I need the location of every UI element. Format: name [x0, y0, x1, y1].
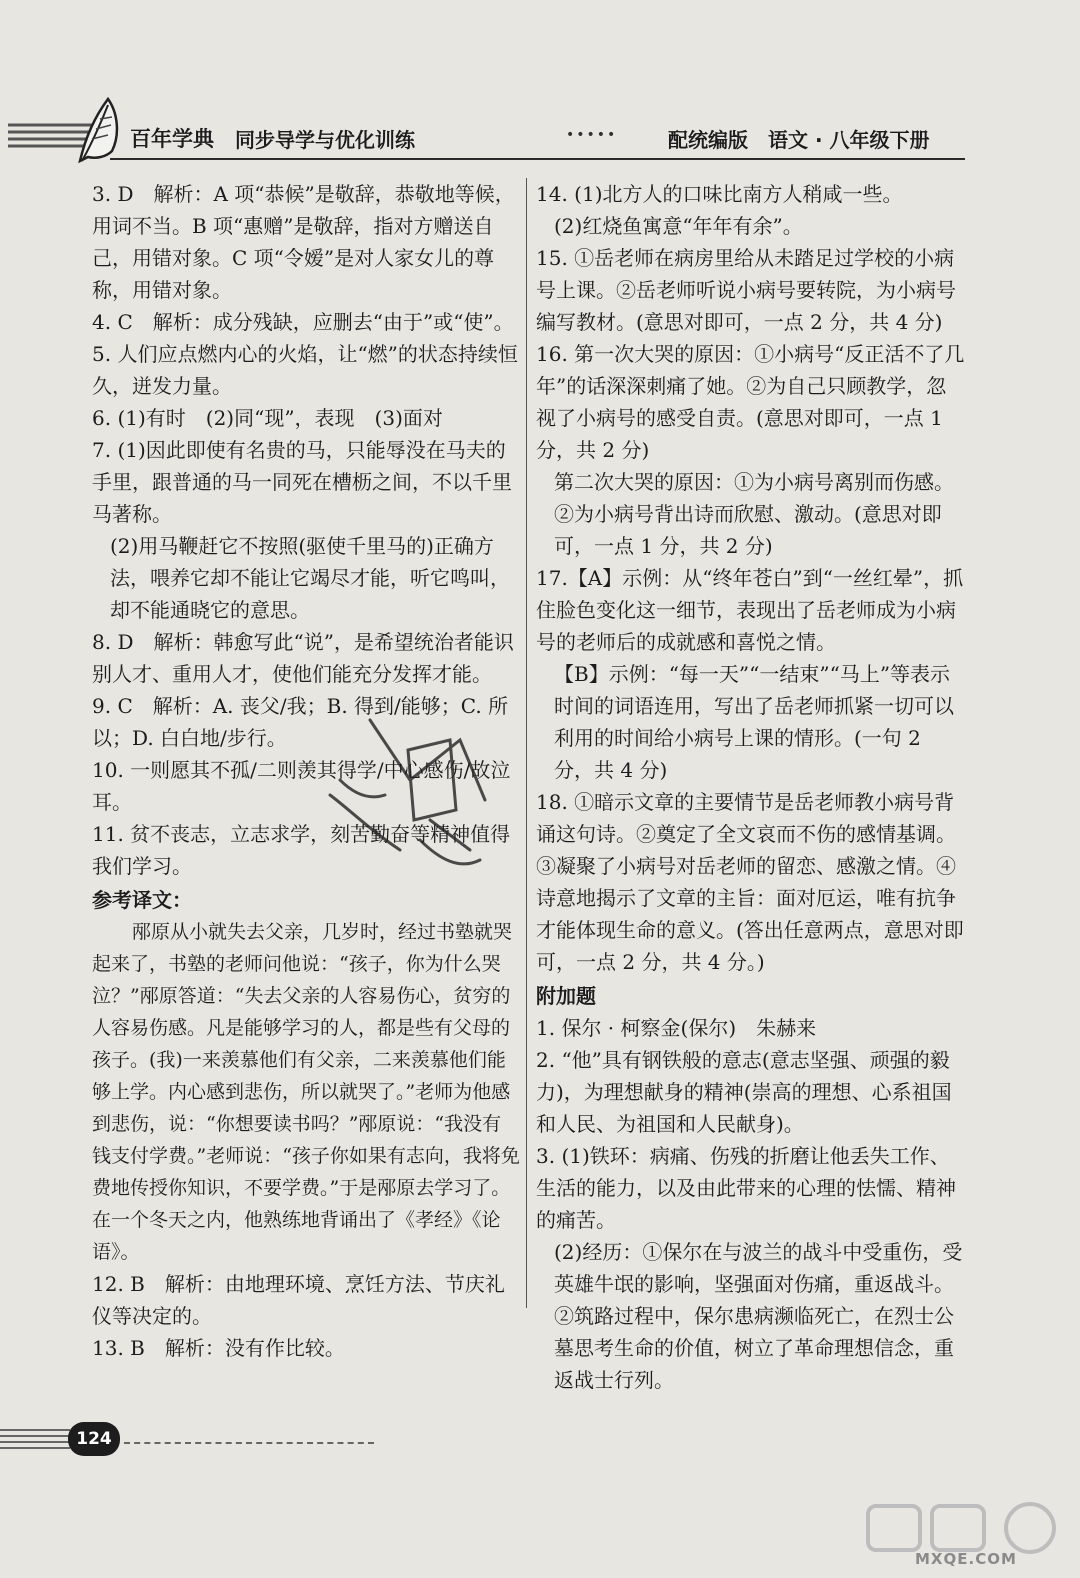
- answer-17-part2: 【B】示例：“每一天”“一结束”“马上”等表示时间的词语连用，写出了岳老师抓紧一切可以利用的时间给小病号上课的情形。(一句 2 分，共 4 分): [554, 662, 954, 782]
- answer-3: 3. D 解析：A 项“恭候”是敬辞，恭敬地等候，用词不当。B 项“惠赠”是敬辞，指对方赠送自己，用错对象。C 项“令嫒”是对人家女儿的尊称，用错对象。: [92, 182, 515, 302]
- extra-questions-title: 附加题: [536, 984, 596, 1008]
- feather-logo-icon: [8, 95, 138, 165]
- answer-16-part1: 16. 第一次大哭的原因：①小病号“反正活不了几年”的话深深刺痛了她。②为自己只顾教学，忽视了小病号的感受自责。(意思对即可，一点 1 分，共 2 分): [536, 342, 965, 462]
- extra-answer-3-part1: 3. (1)铁环：病痛、伤残的折磨让他丢失工作、生活的能力，以及由此带来的心理的怯懦、精神的痛苦。: [536, 1144, 956, 1232]
- answer-11: 11. 贫不丧志，立志求学，刻苦勤奋等精神值得我们学习。: [92, 822, 511, 878]
- answer-15: 15. ①岳老师在病房里给从未踏足过学校的小病号上课。②岳老师听说小病号要转院，为小病号编写教材。(意思对即可，一点 2 分，共 4 分): [536, 246, 956, 334]
- header-dots: •••••: [566, 127, 618, 143]
- answer-9: 9. C 解析：A. 丧父/我；B. 得到/能够；C. 所以；D. 白白地/步行。: [92, 694, 509, 750]
- footer-dashed-rule: [124, 1442, 374, 1444]
- header-rule: [110, 158, 965, 160]
- reference-translation-text: 邴原从小就失去父亲，几岁时，经过书塾就哭起来了，书塾的老师问他说：“孩子，你为什么哭泣？”邴原答道：“失去父亲的人容易伤心，贫穷的人容易伤感。凡是能够学习的人，都是些有父母的孩子。(我)一来羡慕他们有父亲，二来羡慕他们能够上学。内心感到悲伤，所以就哭了。”老师为他感到悲伤，说：“你想要读书吗？”邴原说：“我没有钱支付学费。”老师说：“孩子你如果有志向，我将免费地传授你知识，不要学费。”于是邴原去学习了。在一个冬天之内，他熟练地背诵出了《孝经》《论语》。: [92, 921, 520, 1263]
- answer-13: 13. B 解析：没有作比较。: [92, 1336, 345, 1360]
- book-subtitle: 同步导学与优化训练: [235, 128, 415, 152]
- answer-4: 4. C 解析：成分残缺，应删去“由于”或“使”。: [92, 310, 514, 334]
- answer-12: 12. B 解析：由地理环境、烹饪方法、节庆礼仪等决定的。: [92, 1272, 505, 1328]
- answer-5: 5. 人们应点燃内心的火焰，让“燃”的状态持续恒久，迸发力量。: [92, 342, 518, 398]
- answer-8: 8. D 解析：韩愈写此“说”，是希望统治者能识别人才、重用人才，使他们能充分发挥才能。: [92, 630, 514, 686]
- answer-7-part2: (2)用马鞭赶它不按照(驱使千里马的)正确方法，喂养它却不能让它竭尽才能，听它鸣叫，却不能通晓它的意思。: [110, 534, 510, 622]
- answer-14-part1: 14. (1)北方人的口味比南方人稍咸一些。: [536, 182, 903, 206]
- column-divider: [526, 178, 527, 1308]
- page-number: 124: [68, 1422, 120, 1456]
- reference-translation-title: 参考译文：: [92, 888, 192, 912]
- page-footer: [0, 1414, 400, 1464]
- footer-lines-icon: [0, 1420, 70, 1456]
- answer-16-part2: 第二次大哭的原因：①为小病号离别而伤感。②为小病号背出诗而欣慰、激动。(意思对即可，一点 1 分，共 2 分): [554, 470, 954, 558]
- answer-10: 10. 一则愿其不孤/二则羡其得学/中心感伤/故泣耳。: [92, 758, 511, 814]
- answer-7-part1: 7. (1)因此即使有名贵的马，只能辱没在马夫的手里，跟普通的马一同死在槽枥之间，不以千里马著称。: [92, 438, 512, 526]
- page-header: [0, 95, 1080, 165]
- answer-6: 6. (1)有时 (2)同“现”，表现 (3)面对: [92, 406, 443, 430]
- right-column: [536, 178, 966, 1396]
- answer-17-part1: 17.【A】示例：从“终年苍白”到“一丝红晕”，抓住脸色变化这一细节，表现出了岳老师成为小病号的老师后的成就感和喜悦之情。: [536, 566, 964, 654]
- answer-14-part2: (2)红烧鱼寓意“年年有余”。: [554, 214, 803, 238]
- extra-answer-2: 2. “他”具有钢铁般的意志(意志坚强、顽强的毅力)，为理想献身的精神(崇高的理想、心系祖国和人民、为祖国和人民献身)。: [536, 1048, 952, 1136]
- extra-answer-1: 1. 保尔 · 柯察金(保尔) 朱赫来: [536, 1016, 817, 1040]
- answer-18: 18. ①暗示文章的主要情节是岳老师教小病号背诵这句诗。②奠定了全文哀而不伤的感情基调。③凝聚了小病号对岳老师的留恋、感激之情。④诗意地揭示了文章的主旨：面对厄运，唯有抗争才能体现生命的意义。(答出任意两点，意思对即可，一点 2 分，共 4 分。): [536, 790, 964, 974]
- extra-answer-3-part2: (2)经历：①保尔在与波兰的战斗中受重伤，受英雄牛氓的影响，坚强面对伤痛，重返战斗。②筑路过程中，保尔患病濒临死亡，在烈士公墓思考生命的价值，树立了革命理想信念，重返战士行列。: [554, 1240, 963, 1392]
- handwritten-stamp-icon: [310, 700, 510, 900]
- watermark-text: MXQE.COM: [915, 1550, 1017, 1568]
- edition-label: 配统编版: [668, 128, 748, 152]
- subject-label: 语文 · 八年级下册: [768, 128, 930, 152]
- book-title: 百年学典: [130, 127, 214, 151]
